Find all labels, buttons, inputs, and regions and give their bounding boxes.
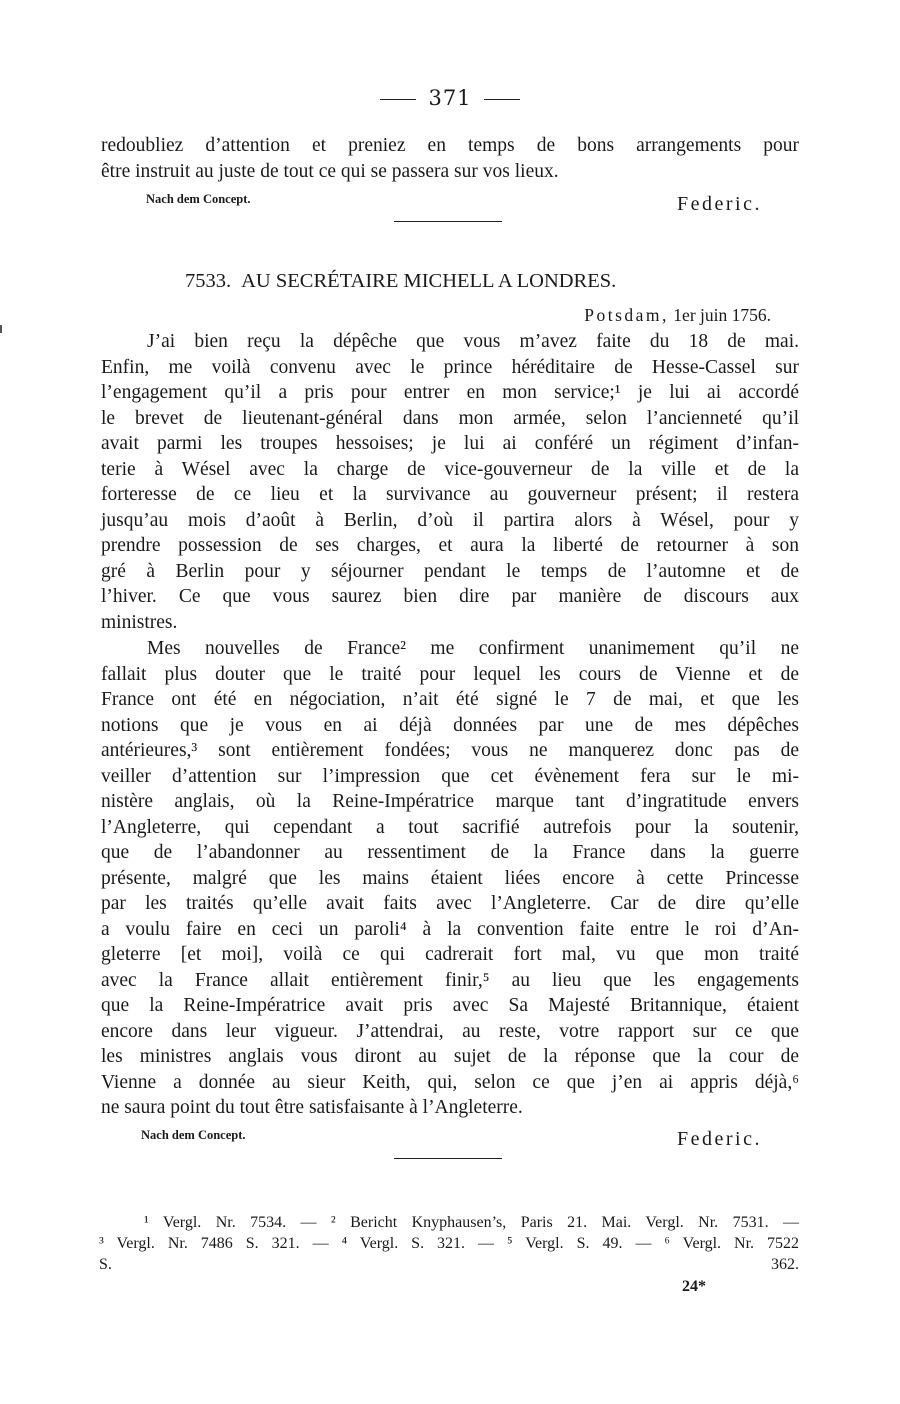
text-line: a voulu faire en ceci un paroli⁴ à la convention faite entre le roi d’An- [101, 918, 799, 940]
text-line: antérieures,³ sont entièrement fondées; vous ne manquerez donc pas de [101, 740, 799, 761]
header-dash-right [484, 99, 520, 100]
sheet-signature: 24* [682, 1278, 706, 1295]
page-number-header [0, 86, 900, 110]
footnote-line: ¹ Vergl. Nr. 7534. — ² Bericht Knyphausen’s, Paris 21. Mai. Vergl. Nr. 7531. — [144, 1214, 799, 1231]
text-line: par les traités qu’elle avait faits avec l’Angleterre. Car de dire qu’elle [101, 893, 799, 914]
concept-note: Nach dem Concept. [146, 192, 251, 206]
text-line: avec la France allait entièrement finir,⁵ au lieu que les engagements [101, 969, 799, 991]
text-line: l’Angleterre, qui cependant a tout sacrifié autrefois pour la soutenir, [101, 816, 799, 838]
dateline [584, 305, 771, 326]
text-line: forteresse de ce lieu et la survivance au gouverneur présent; il restera [101, 484, 799, 505]
letter-title: AU SECRÉTAIRE MICHELL A LONDRES. [241, 270, 617, 292]
text-line: ministres. [101, 611, 178, 633]
text-line: France ont été en négociation, n’ait été signé le 7 de mai, et que les [101, 689, 799, 710]
text-line: ne saura point du tout être satisfaisante à l’Angleterre. [101, 1097, 523, 1118]
text-line: Enfin, me voilà convenu avec le prince héréditaire de Hesse-Cassel sur [101, 356, 799, 378]
text-line: fallait plus douter que le traité pour lequel les cours de Vienne et de [101, 663, 799, 685]
text-line: que la Reine-Impératrice avait pris avec Sa Majesté Britannique, étaient [101, 995, 799, 1016]
text-line: présente, malgré que les mains étaient liées encore à cette Princesse [101, 867, 799, 889]
text-line: Mes nouvelles de France² me confirment unanimement qu’il ne [147, 638, 799, 659]
text-line: que de l’abandonner au ressentiment de la France dans la guerre [101, 842, 799, 863]
header-dash-left [380, 99, 416, 100]
text-line: terie à Wésel avec la charge de vice-gouverneur de la ville et de la [101, 458, 799, 480]
footnote-line: S. 362. [99, 1256, 799, 1273]
footnote-line: ³ Vergl. Nr. 7486 S. 321. — ⁴ Vergl. S. 321. — ⁵ Vergl. S. 49. — ⁶ Vergl. Nr. 7522 [99, 1235, 799, 1252]
text-line: l’hiver. Ce que vous saurez bien dire par manière de discours aux [101, 586, 799, 607]
text-line: jusqu’au mois d’août à Berlin, d’où il partira alors à Wésel, pour y [101, 509, 799, 531]
text-line: gré à Berlin pour y séjourner pendant le temps de l’automne et de [101, 560, 799, 582]
section-divider [394, 1158, 502, 1159]
text-line: notions que je vous en ai déjà données par une de mes dépêches [101, 714, 799, 736]
concept-note: Nach dem Concept. [141, 1128, 246, 1142]
text-line: être instruit au juste de tout ce qui se passera sur vos lieux. [101, 160, 559, 182]
text-line: Vienne a donnée au sieur Keith, qui, selon ce que j’en ai appris déjà,⁶ [101, 1071, 799, 1093]
letter-paragraph-2 [101, 636, 799, 1121]
dateline-date: 1er juin 1756. [673, 305, 771, 325]
text-line: redoubliez d’attention et preniez en temps de bons arrangements pour [101, 135, 799, 156]
letter-heading [185, 270, 616, 293]
text-line: J’ai bien reçu la dépêche que vous m’avez faite du 18 de mai. [147, 331, 799, 352]
previous-letter-ending [101, 133, 799, 184]
signature: Federic. [677, 1128, 762, 1150]
page-number: 371 [428, 86, 472, 110]
letter-paragraph-1 [101, 329, 799, 635]
text-line: avait parmi les troupes hessoises; je lui ai conféré un régiment d’infan- [101, 433, 799, 454]
letter-number: 7533. [185, 270, 232, 292]
dateline-place: Potsdam, [584, 305, 669, 325]
text-line: l’engagement qu’il a pris pour entrer en mon service;¹ je lui ai accordé [101, 382, 799, 403]
text-line: prendre possession de ses charges, et aura la liberté de retourner à son [101, 535, 799, 556]
text-line: le brevet de lieutenant-général dans mon armée, selon l’ancienneté qu’il [101, 407, 799, 429]
gutter-mark [0, 325, 2, 333]
text-line: nistère anglais, où la Reine-Impératrice marque tant d’ingratitude envers [101, 791, 799, 812]
text-line: veiller d’attention sur l’impression que cet évènement fera sur le mi- [101, 765, 799, 787]
text-line: gleterre [et moi], voilà ce qui cadrerait fort mal, vu que mon traité [101, 944, 799, 965]
section-divider [394, 221, 502, 222]
footnotes [99, 1212, 799, 1275]
text-line: encore dans leur vigueur. J’attendrai, au reste, votre rapport sur ce que [101, 1020, 799, 1042]
text-line: les ministres anglais vous diront au sujet de la réponse que la cour de [101, 1046, 799, 1067]
signature: Federic. [677, 193, 762, 215]
